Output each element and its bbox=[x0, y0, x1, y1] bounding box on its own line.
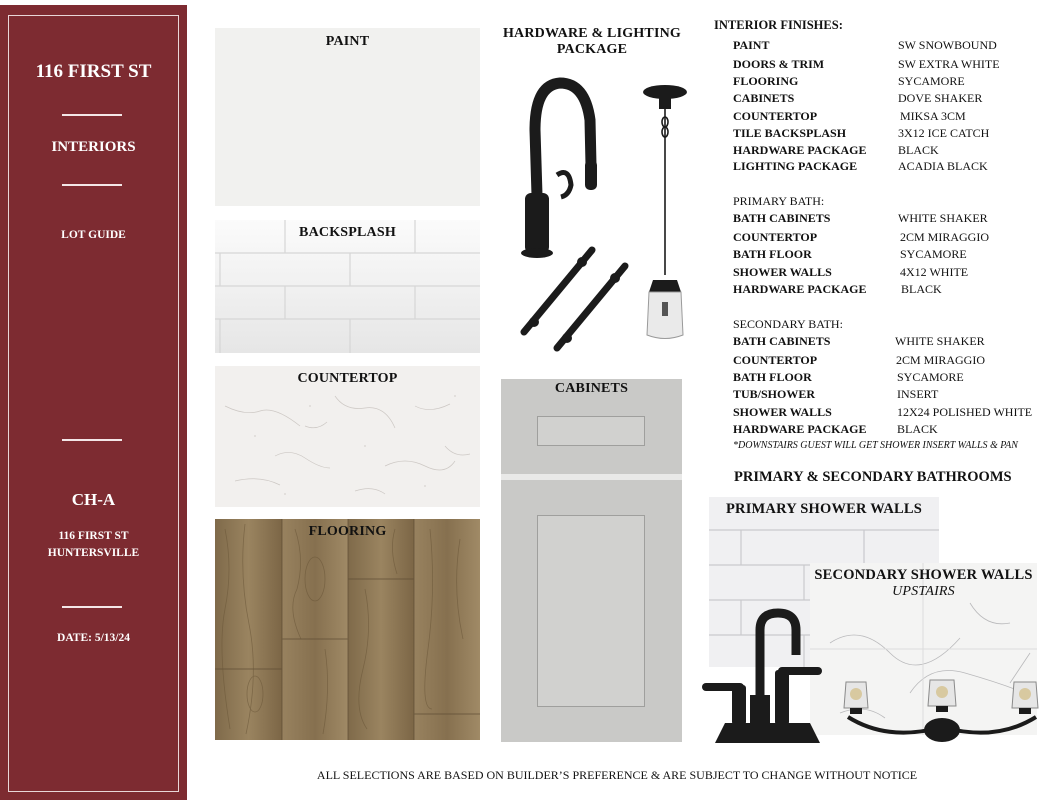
finish-key: PAINT bbox=[733, 38, 770, 52]
finish-key: DOORS & TRIM bbox=[733, 57, 825, 71]
finish-value: WHITE SHAKER bbox=[895, 334, 985, 348]
sidebar-address-line1: 116 FIRST ST bbox=[58, 530, 129, 542]
secondary-bath-heading: SECONDARY BATH: bbox=[733, 317, 843, 331]
finish-key: BATH CABINETS bbox=[733, 334, 831, 348]
wood-plank-pattern bbox=[215, 519, 480, 740]
finish-key: SHOWER WALLS bbox=[733, 405, 832, 419]
footer-disclaimer: ALL SELECTIONS ARE BASED ON BUILDER’S PREFERENCE & ARE SUBJECT TO CHANGE WITHOUT NOTICE bbox=[316, 768, 918, 782]
finish-key: CABINETS bbox=[733, 91, 795, 105]
sidebar-divider bbox=[62, 606, 122, 608]
finish-value: 2CM MIRAGGIO bbox=[900, 230, 990, 244]
sidebar-plan: CH-A bbox=[71, 490, 116, 509]
finishes-heading: INTERIOR FINISHES: bbox=[714, 18, 843, 32]
cabinets-label: CABINETS bbox=[554, 381, 629, 396]
finish-key: BATH FLOOR bbox=[733, 247, 812, 261]
finish-value: SYCAMORE bbox=[898, 74, 965, 88]
paint-label: PAINT bbox=[325, 34, 370, 49]
finish-value: 2CM MIRAGGIO bbox=[896, 353, 986, 367]
finish-key: TUB/SHOWER bbox=[733, 387, 816, 401]
downstairs-note: *DOWNSTAIRS GUEST WILL GET SHOWER INSERT WALLS & PAN bbox=[733, 440, 1018, 451]
finish-key: COUNTERTOP bbox=[733, 353, 818, 367]
primary-bath-heading: PRIMARY BATH: bbox=[733, 194, 825, 208]
finish-value: 12X24 POLISHED WHITE bbox=[897, 405, 1033, 419]
sidebar-divider bbox=[62, 184, 122, 186]
finish-key: COUNTERTOP bbox=[733, 109, 818, 123]
sidebar-address-line2: HUNTERSVILLE bbox=[47, 547, 140, 559]
sidebar-guide: LOT GUIDE bbox=[61, 229, 126, 241]
pendant-light-icon bbox=[625, 80, 705, 345]
finish-key: COUNTERTOP bbox=[733, 230, 818, 244]
finish-key: LIGHTING PACKAGE bbox=[733, 159, 858, 173]
finish-value: INSERT bbox=[897, 387, 939, 401]
primary-shower-label: PRIMARY SHOWER WALLS bbox=[725, 501, 923, 517]
finish-value: BLACK bbox=[898, 143, 939, 157]
cabinet-drawer-panel bbox=[537, 416, 645, 446]
finish-value: SYCAMORE bbox=[900, 247, 967, 261]
sidebar-section: INTERIORS bbox=[51, 139, 136, 155]
finish-value: SYCAMORE bbox=[897, 370, 964, 384]
finish-key: SHOWER WALLS bbox=[733, 265, 832, 279]
bath-faucet-icon bbox=[700, 605, 835, 750]
finish-value: SW SNOWBOUND bbox=[898, 38, 997, 52]
finish-key: HARDWARE PACKAGE bbox=[733, 143, 867, 157]
finish-value: SW EXTRA WHITE bbox=[898, 57, 1000, 71]
finish-value: MIKSA 3CM bbox=[900, 109, 966, 123]
flooring-swatch bbox=[215, 519, 480, 740]
vanity-light-icon bbox=[838, 672, 1046, 747]
finish-value: WHITE SHAKER bbox=[898, 211, 988, 225]
hardware-lighting-label-line2: PACKAGE bbox=[556, 42, 628, 57]
finish-key: HARDWARE PACKAGE bbox=[733, 422, 867, 436]
cabinet-drawer-gap bbox=[501, 474, 682, 480]
finish-value: 4X12 WHITE bbox=[900, 265, 969, 279]
finish-key: HARDWARE PACKAGE bbox=[733, 282, 867, 296]
finish-value: DOVE SHAKER bbox=[898, 91, 983, 105]
paint-swatch bbox=[215, 28, 480, 206]
countertop-label: COUNTERTOP bbox=[297, 371, 398, 386]
sidebar bbox=[0, 5, 187, 800]
finish-value: ACADIA BLACK bbox=[898, 159, 988, 173]
sidebar-divider bbox=[62, 439, 122, 441]
sidebar-date: DATE: 5/13/24 bbox=[57, 632, 130, 644]
sidebar-frame bbox=[8, 15, 179, 792]
bathrooms-heading: PRIMARY & SECONDARY BATHROOMS bbox=[734, 469, 1012, 485]
finish-key: BATH CABINETS bbox=[733, 211, 831, 225]
finish-value: BLACK bbox=[901, 282, 942, 296]
cabinet-door-panel bbox=[537, 515, 645, 707]
cabinet-pulls-icon bbox=[512, 240, 637, 355]
hardware-lighting-label-line1: HARDWARE & LIGHTING bbox=[502, 26, 682, 41]
finishes-list bbox=[714, 18, 1044, 485]
backsplash-swatch bbox=[215, 220, 480, 353]
finish-key: BATH FLOOR bbox=[733, 370, 812, 384]
finish-key: FLOORING bbox=[733, 74, 799, 88]
flooring-label: FLOORING bbox=[308, 524, 387, 539]
finish-value: 3X12 ICE CATCH bbox=[898, 126, 990, 140]
sidebar-divider bbox=[62, 114, 122, 116]
secondary-shower-sublabel: UPSTAIRS bbox=[892, 584, 955, 599]
finish-value: BLACK bbox=[897, 422, 938, 436]
cabinet-swatch bbox=[501, 379, 682, 742]
secondary-shower-label: SECONDARY SHOWER WALLS bbox=[814, 567, 1033, 583]
sidebar-address-title: 116 FIRST ST bbox=[35, 61, 152, 82]
quartz-veining bbox=[215, 366, 480, 507]
kitchen-faucet-icon bbox=[505, 75, 600, 260]
countertop-swatch bbox=[215, 366, 480, 507]
backsplash-label: BACKSPLASH bbox=[299, 225, 396, 240]
finish-key: TILE BACKSPLASH bbox=[733, 126, 847, 140]
